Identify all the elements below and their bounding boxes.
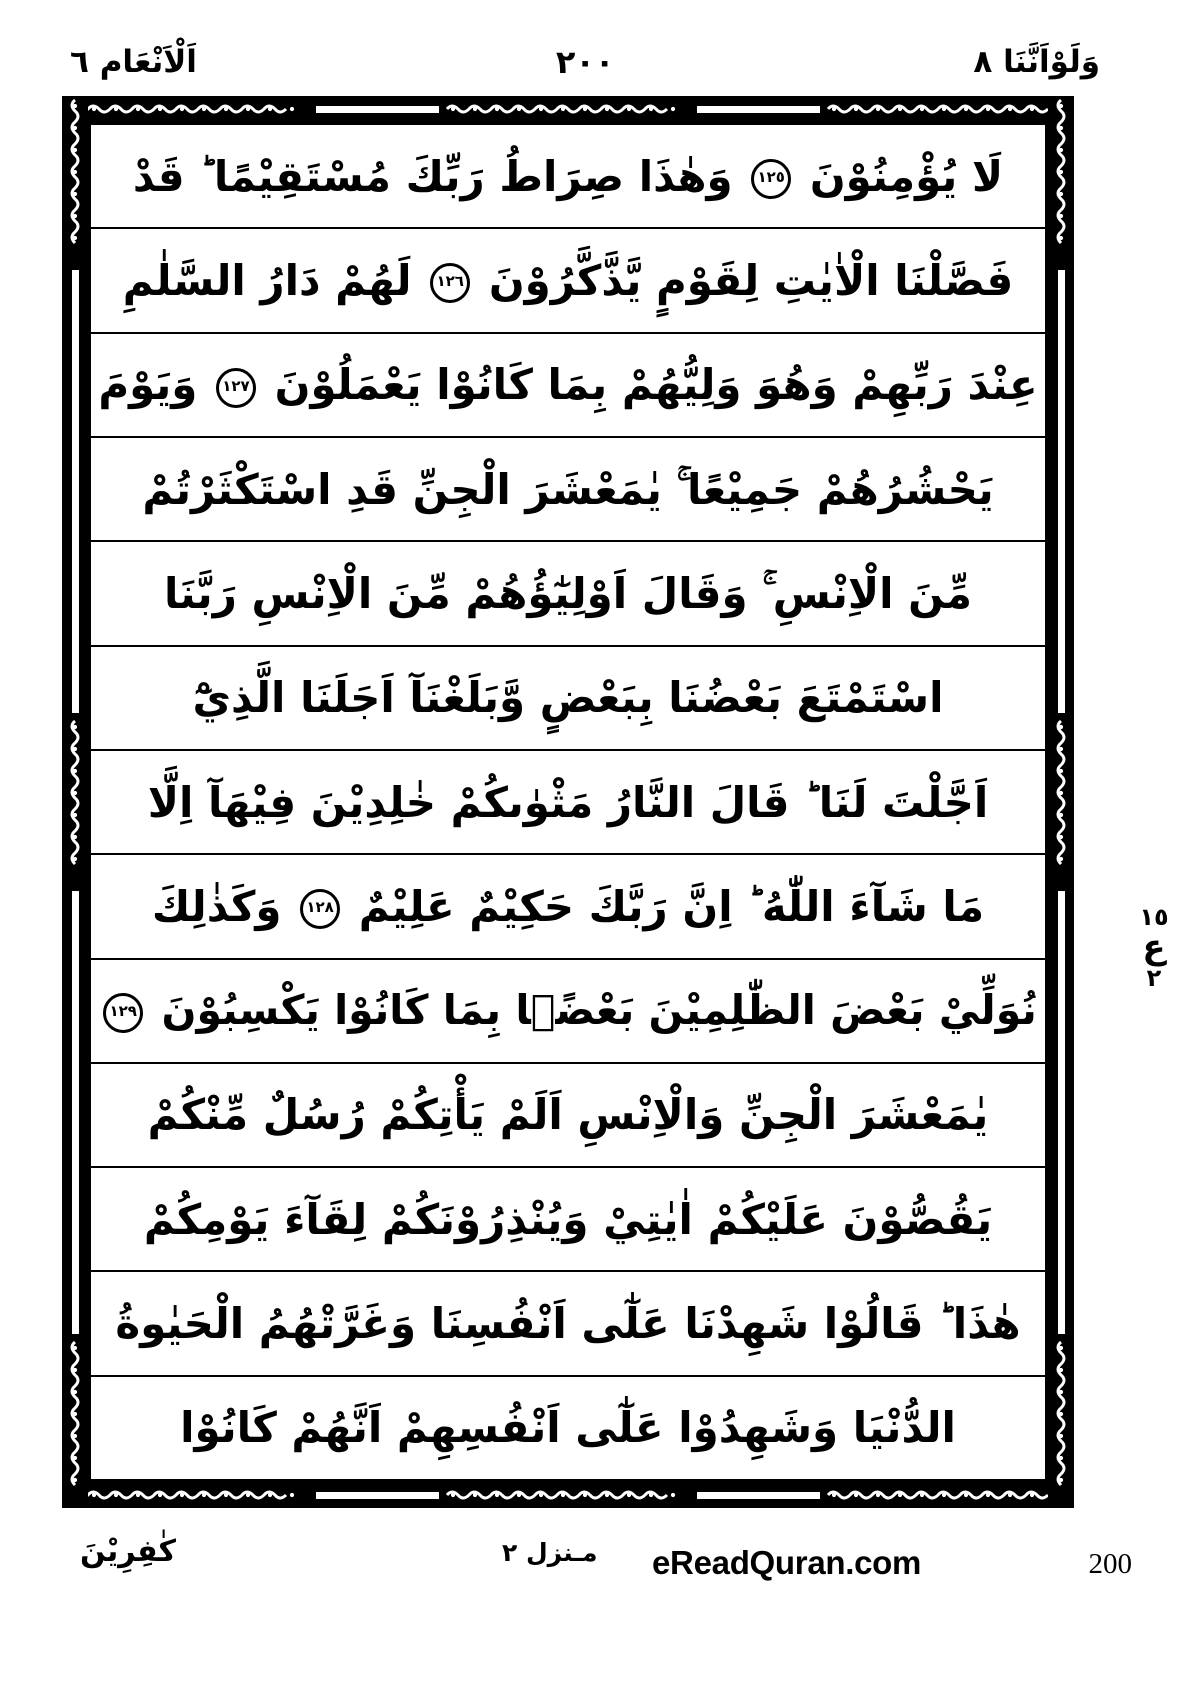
ayah-line-text: الدُّنْيَا وَشَهِدُوْا عَلٰٓى اَنْفُسِهِمْ اَنَّهُمْ كَانُوْا (180, 1403, 956, 1453)
ayah-line-text: يَقُصُّوْنَ عَلَيْكُمْ اٰيٰتِيْ وَيُنْذِرُوْنَكُمْ لِقَآءَ يَوْمِكُمْ (143, 1194, 993, 1244)
ruku-marker (1132, 905, 1176, 991)
scroll-ornament-icon (443, 1489, 693, 1501)
ayah-number-marker: ١٢٩ (103, 993, 143, 1033)
border-rule (1058, 270, 1065, 713)
page-number: 200 (1088, 1548, 1132, 1580)
ayah-line-text: فَصَّلْنَا الْاٰيٰتِ لِقَوْمٍ يَّذَّكَّرُوْنَ ١٢٦ لَهُمْ دَارُ السَّلٰمِ (122, 255, 1014, 305)
scroll-ornament-icon (69, 717, 81, 887)
ayah-line (91, 229, 1045, 333)
ayah-number-marker: ١٢٧ (216, 368, 256, 408)
scroll-ornament-icon (824, 1489, 1074, 1501)
ayah-line (91, 438, 1045, 542)
ayah-line-text: مِّنَ الْاِنْسِ ۚ وَقَالَ اَوْلِيٰٓؤُهُمْ مِّنَ الْاِنْسِ رَبَّنَا (164, 568, 972, 618)
ayah-line-text: هٰذَا ؕ قَالُوْا شَهِدْنَا عَلٰٓى اَنْفُسِنَا وَغَرَّتْهُمُ الْحَيٰوةُ (115, 1299, 1021, 1349)
page-footer (62, 1528, 1160, 1598)
ayah-line-text: مَا شَآءَ اللّٰهُ ؕ اِنَّ رَبَّكَ حَكِيْمٌ عَلِيْمٌ ١٢٨ وَكَذٰلِكَ (151, 881, 985, 931)
border-band-bottom (62, 1482, 1074, 1508)
ayah-line-text: لَا يُؤْمِنُوْنَ ١٢٥ وَهٰذَا صِرَاطُ رَبِّكَ مُسْتَقِيْمًا ؕ قَدْ (132, 151, 1004, 201)
ayah-number-marker: ١٢٦ (430, 263, 470, 303)
ayah-line-text: يٰمَعْشَرَ الْجِنِّ وَالْاِنْسِ اَلَمْ يَأْتِكُمْ رُسُلٌ مِّنْكُمْ (147, 1090, 989, 1140)
border-rule (1058, 891, 1065, 1334)
ornamental-frame (62, 96, 1074, 1508)
site-watermark: eReadQuran.com (652, 1544, 922, 1581)
scroll-ornament-icon (1055, 1338, 1067, 1508)
ayah-line (91, 125, 1045, 229)
page-number-arabic: ٢٠٠ (555, 43, 615, 81)
catchword: كٰفِرِيْنَ (80, 1534, 176, 1569)
border-band-right (1048, 96, 1074, 1508)
ayah-line (91, 751, 1045, 855)
border-band-top (62, 96, 1074, 122)
quran-text-block (88, 122, 1048, 1482)
border-rule (72, 891, 79, 1334)
juz-label: وَلَوْاَنَّنَا ٨ (973, 43, 1100, 80)
ayah-line (91, 647, 1045, 751)
ayah-line-text: اَجَّلْتَ لَنَا ؕ قَالَ النَّارُ مَثْوٰىكُمْ خٰلِدِيْنَ فِيْهَآ اِلَّا (147, 777, 989, 827)
scroll-ornament-icon (1055, 96, 1067, 266)
ayah-number-marker: ١٢٨ (300, 889, 340, 929)
ayah-line (91, 1064, 1045, 1168)
ayah-line (91, 855, 1045, 959)
ruku-count: ٢ (1146, 963, 1162, 992)
ayah-number-marker: ١٢٥ (751, 159, 791, 199)
ruku-number: ١٥ (1139, 903, 1169, 931)
scroll-ornament-icon (69, 1338, 81, 1508)
ayah-line (91, 334, 1045, 438)
scroll-ornament-icon (62, 1489, 312, 1501)
ayah-line (91, 1168, 1045, 1272)
ruku-symbol-icon: ع (1142, 927, 1166, 968)
ayah-line (91, 1377, 1045, 1479)
border-rule (72, 270, 79, 713)
ayah-line-text: يَحْشُرُهُمْ جَمِيْعًا ۚ يٰمَعْشَرَ الْجِنِّ قَدِ اسْتَكْثَرْتُمْ (142, 464, 994, 514)
ayah-line (91, 542, 1045, 646)
border-rule (316, 106, 439, 113)
border-rule (316, 1492, 439, 1499)
scroll-ornament-icon (69, 96, 81, 266)
scroll-ornament-icon (443, 103, 693, 115)
ayah-line-text: اسْتَمْتَعَ بَعْضُنَا بِبَعْضٍ وَّبَلَغْنَآ اَجَلَنَا الَّذِيْٓ (192, 673, 944, 723)
border-rule (697, 106, 820, 113)
ayah-line-text: عِنْدَ رَبِّهِمْ وَهُوَ وَلِيُّهُمْ بِمَا كَانُوْا يَعْمَلُوْنَ ١٢٧ وَيَوْمَ (98, 360, 1038, 410)
scroll-ornament-icon (62, 103, 312, 115)
manzil-label: مـنزل ٢ (502, 1538, 598, 1567)
scroll-ornament-icon (1055, 717, 1067, 887)
ayah-line (91, 960, 1045, 1064)
border-rule (697, 1492, 820, 1499)
ayah-line-text: نُوَلِّيْ بَعْضَ الظّٰلِمِيْنَ بَعْضًۢا بِمَا كَانُوْا يَكْسِبُوْنَ ١٢٩ (95, 988, 1041, 1034)
ayah-line (91, 1272, 1045, 1376)
page-header (40, 34, 1160, 90)
scroll-ornament-icon (824, 103, 1074, 115)
surah-label: اَلْاَنْعَام ٦ (70, 43, 197, 80)
border-band-left (62, 96, 88, 1508)
